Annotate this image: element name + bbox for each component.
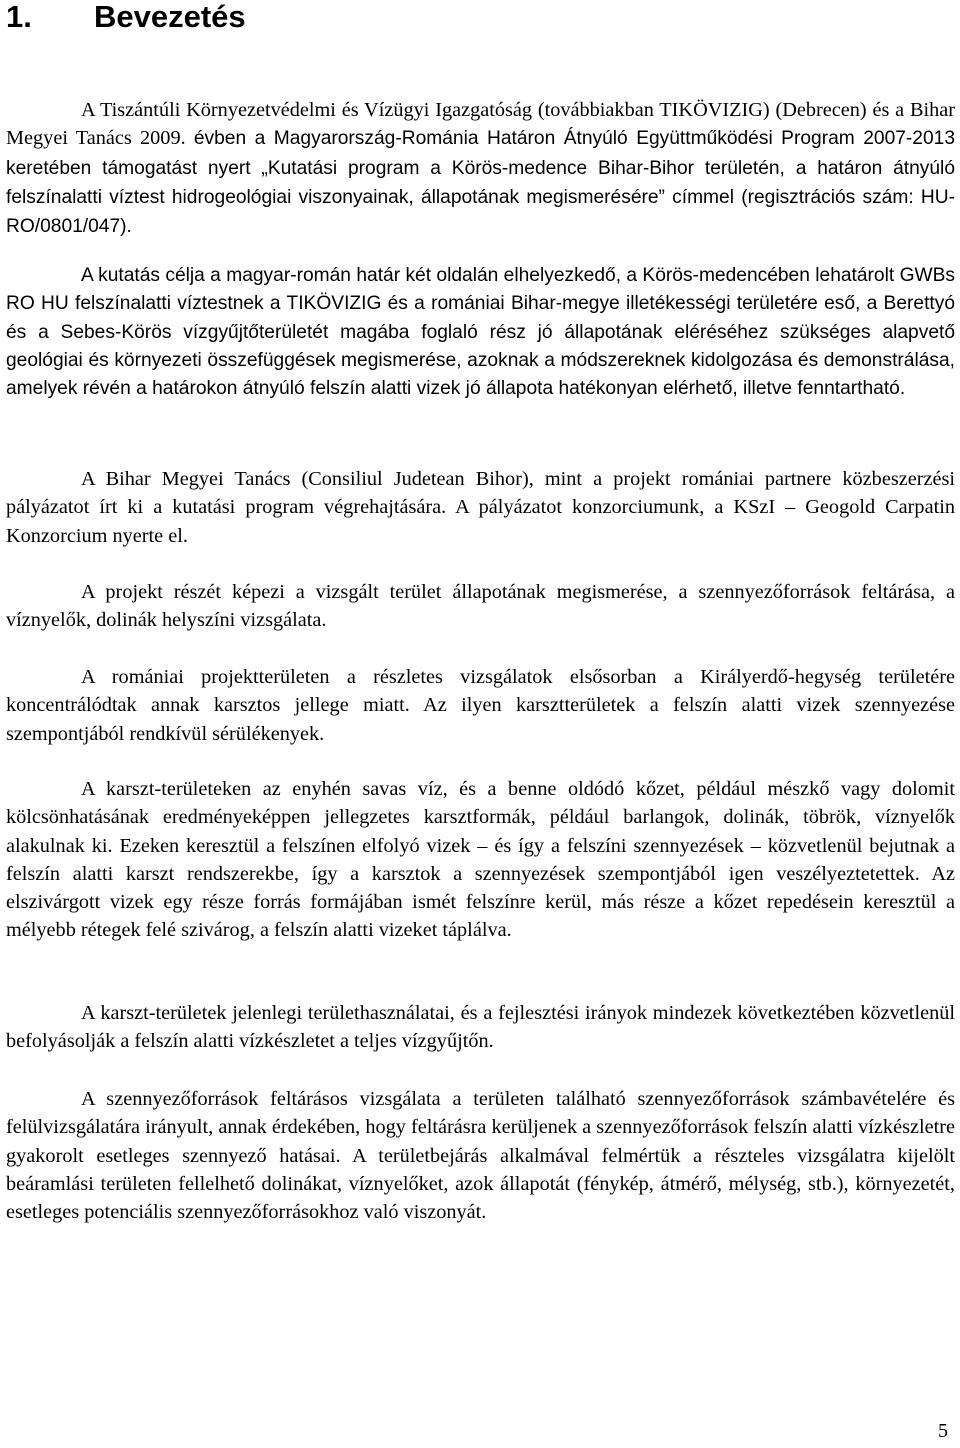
page-number: 5: [938, 1420, 948, 1442]
paragraph-land-use: A karszt-területek jelenlegi területhasználatai, és a fejlesztési irányok mindezek következtében közvetlenül befolyásolják a felszín alatti vízkészletet a teljes vízgyűjtőn.: [6, 1002, 955, 1053]
paragraph-project-scope: A projekt részét képezi a vizsgált terület állapotának megismerése, a szennyezőforrások feltárása, a víznyelők, dolinák helyszíni vizsgálata.: [6, 581, 955, 632]
section-number: 1.: [6, 0, 32, 34]
paragraph-intro-part1: A Tiszántúli Környezetvédelmi és Vízügyi Igazgatóság (továbbiakban TIKÖVIZIG) (Debrecen) és a Bihar Megyei Tanács 2009.: [6, 99, 955, 150]
section-heading: [6, 0, 955, 46]
document-page: [6, 0, 955, 1224]
paragraph-research-goal: A kutatás célja a magyar-román határ két oldalán elhelyezkedő, a Körös-medencében lehatárolt GWBs RO HU felszínalatti víztestnek a TIKÖVIZIG és a romániai Bihar-megye illetékességi területére eső, a Berettyó és a Sebes-Körös vízgyűjtőterületét magába foglaló rész jó állapotának eléréséhez szükséges alapvető geológiai és környezeti összefüggések megismerése, azoknak a módszereknek kidolgozása és demonstrálása, amelyek révén a határokon átnyúló felszín alatti vizek jó állapota hatékonyan elérhető, illetve fenntartható.: [6, 265, 955, 400]
paragraph-tender: A Bihar Megyei Tanács (Consiliul Judetean Bihor), mint a projekt romániai partnere közbeszerzési pályázatot írt ki a kutatási program végrehajtására. A pályázatot konzorciumunk, a KSzI – Geogold Carpatin Konzorcium nyerte el.: [6, 468, 955, 547]
paragraph-karst-areas: A karszt-területeken az enyhén savas víz, és a benne oldódó kőzet, például mészkő vagy dolomit kölcsönhatásának eredményeképpen jellegzetes karsztformák, például barlangok, dolinák, töbrök, víznyelők alakulnak ki. Ezeken keresztül a felszínen elfolyó vizek – és így a felszíni szennyezések – közvetlenül bejutnak a felszín alatti karszt rendszerekbe, így a karsztok a szennyezések szempontjából igen veszélyeztetettek. Az elszivárgott vizek egy része forrás formájában ismét felszínre kerül, más része a kőzet repedésein keresztül a mélyebb rétegek felé szivárog, a felszín alatti vizeket táplálva.: [6, 778, 955, 942]
paragraph-pollution-survey: A szennyezőforrások feltárásos vizsgálata a területen található szennyezőforrások számbavételére és felülvizsgálatára irányult, annak érdekében, hogy feltárásra kerüljenek a szennyezőforrások felszín alatti vízkészletre gyakorolt esetleges szennyező hatásai. A területbejárás alkalmával felmértük a részteles vizsgálatra kijelölt beáramlási területen fellelhető dolinákat, víznyelőket, azok állapotát (fénykép, átmérő, mélység, stb.), környezetét, esetleges potenciális szennyezőforrásokhoz való viszonyát.: [6, 1088, 955, 1224]
paragraph-romanian-area: A romániai projektterületen a részletes vizsgálatok elsősorban a Királyerdő-hegység területére koncentrálódtak annak karsztos jellege miatt. Az ilyen karsztterületek a felszín alatti vizek szennyezése szempontjából rendkívül sérülékenyek.: [6, 666, 955, 745]
paragraph-intro-part2: évben a Magyarország-Románia Határon Átnyúló Együttműködési Program 2007-2013 keretében támogatást nyert „Kutatási program a Körös-medence Bihar-Bihor területén, a határon átnyúló felszínalatti víztest hidrogeológiai viszonyainak, állapotának megismerésére” címmel (regisztrációs szám: HU-RO/0801/047).: [6, 128, 955, 238]
section-title: Bevezetés: [94, 0, 246, 34]
paragraph-intro: [6, 96, 955, 241]
